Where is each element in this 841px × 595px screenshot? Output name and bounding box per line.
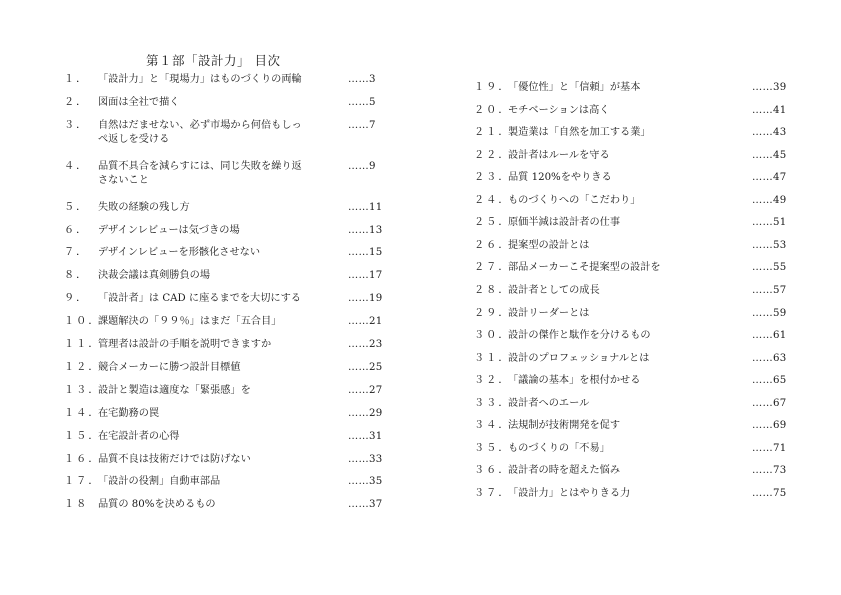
toc-entry-page: ……67: [752, 397, 787, 409]
toc-entry-number: ３３．: [474, 397, 511, 409]
toc-entry-number: １５．: [64, 430, 101, 442]
toc-entry-number: ２１．: [474, 127, 511, 139]
toc-entry-number: １６．: [64, 453, 101, 465]
toc-entry-title: [508, 194, 640, 208]
toc-entry-title-line: 在宅勤務の罠: [98, 407, 160, 419]
toc-entry-title: [508, 329, 651, 343]
toc-entry-page: ……47: [752, 172, 787, 184]
toc-entry-title-line: 自然はだませない、必ず市場から何倍もしっ: [98, 119, 302, 131]
toc-entry-page: ……39: [752, 82, 787, 93]
toc-entry-title: [98, 315, 281, 329]
toc-entry-page: ……23: [348, 339, 383, 350]
toc-entry-title: [508, 104, 609, 118]
toc-entry-page: ……19: [348, 293, 383, 305]
toc-entry-number: ５．: [64, 201, 89, 213]
toc-title: 第１部「設計力」 目次: [146, 53, 281, 68]
toc-entry-number: ９．: [64, 293, 89, 305]
toc-entry-title: [508, 216, 620, 230]
toc-entry-title-line: 品質の 80%を決めるもの: [98, 499, 216, 511]
toc-entry-page: ……53: [752, 239, 787, 251]
toc-entry-title: [98, 269, 210, 283]
toc-entry-page: ……61: [752, 330, 787, 342]
toc-entry-number: １．: [64, 74, 89, 85]
toc-entry-number: ３５．: [474, 442, 511, 454]
toc-entry-title-line: 「設計者」は CAD に座るまでを大切にする: [98, 293, 301, 305]
toc-entry-number: １２．: [64, 361, 101, 373]
toc-entry-title: [508, 171, 612, 185]
toc-entry-title: [508, 442, 610, 456]
toc-entry-page: ……41: [752, 104, 787, 116]
toc-entry-number: ３１．: [474, 352, 511, 364]
toc-entry-title: [98, 384, 251, 398]
toc-entry-title-line: ぺ返しを受ける: [98, 133, 170, 145]
toc-entry-page: ……9: [348, 160, 376, 172]
toc-entry-title-line: 課題解決の「９９％」はまだ「五合目」: [98, 316, 282, 328]
toc-entry-title-line: さないこと: [98, 174, 149, 186]
toc-entry-page: ……3: [348, 74, 376, 85]
toc-entry-title-line: 「議論の基本」を根付かせる: [508, 375, 641, 387]
toc-entry-title: [98, 201, 190, 215]
toc-entry-title: [508, 149, 610, 163]
toc-entry-page: ……69: [752, 420, 787, 432]
toc-entry-title: [508, 284, 600, 298]
toc-entry-page: ……73: [752, 465, 787, 477]
toc-entry-title-line: ものづくりの「不易」: [508, 442, 610, 454]
toc-entry-title: [508, 487, 630, 501]
toc-entry-title: [98, 292, 301, 306]
toc-entry-title: [508, 239, 590, 253]
toc-entry-title-line: 設計の傑作と駄作を分けるもの: [508, 330, 651, 342]
toc-entry-title-line: 品質 120%をやりきる: [508, 172, 612, 184]
toc-entry-title-line: 設計者へのエール: [508, 397, 590, 409]
toc-entry-number: １４．: [64, 407, 101, 419]
toc-entry-number: ２９．: [474, 307, 511, 319]
toc-entry-title: [98, 453, 251, 467]
toc-entry-page: ……7: [348, 119, 376, 131]
toc-entry-title: [98, 361, 240, 375]
toc-entry-title: [508, 126, 651, 140]
toc-entry-title: [98, 498, 216, 512]
toc-entry-page: ……55: [752, 262, 787, 274]
toc-entry-number: １１．: [64, 339, 101, 350]
toc-entry-page: ……31: [348, 430, 383, 442]
toc-entry-page: ……45: [752, 149, 787, 161]
toc-entry-number: ７．: [64, 247, 89, 259]
toc-entry-number: ２６．: [474, 239, 511, 251]
toc-entry-title: [508, 464, 620, 478]
toc-entry-title-line: 管理者は設計の手順を説明できますか: [98, 339, 272, 350]
toc-entry-page: ……21: [348, 316, 383, 328]
toc-entry-title-line: 決裁会議は真剣勝負の場: [98, 270, 211, 282]
toc-entry-title: [98, 96, 180, 110]
toc-entry-page: ……15: [348, 247, 383, 259]
toc-entry-page: ……17: [348, 270, 383, 282]
toc-entry-title-line: 設計者の時を超えた悩み: [508, 465, 621, 477]
toc-entry-title: [508, 261, 661, 275]
toc-entry-number: ２８．: [474, 284, 511, 296]
toc-entry-title-line: 図面は全社で描く: [98, 96, 180, 108]
toc-entry-number: １７．: [64, 476, 101, 488]
toc-entry-title: [508, 374, 640, 388]
toc-entry-page: ……25: [348, 361, 383, 373]
toc-entry-page: ……65: [752, 375, 787, 387]
toc-entry-title-line: 「設計力」とはやりきる力: [508, 487, 631, 499]
toc-entry-title-line: 設計と製造は適度な「緊張感」を: [98, 384, 251, 396]
toc-entry-number: ３４．: [474, 420, 511, 432]
toc-entry-title: [98, 246, 260, 260]
toc-entry-title: [508, 307, 590, 321]
toc-entry-number: １０．: [64, 316, 101, 328]
toc-entry-number: １９．: [474, 82, 511, 93]
toc-entry-title-line: デザインレビューを形骸化させない: [98, 247, 261, 259]
toc-entry-title: [98, 160, 302, 188]
toc-entry-title-line: 設計リーダーとは: [508, 307, 590, 319]
toc-entry-number: ２２．: [474, 149, 511, 161]
toc-entry-title-line: 品質不良は技術だけでは防げない: [98, 453, 251, 465]
toc-entry-page: ……5: [348, 96, 376, 108]
toc-entry-page: ……35: [348, 476, 383, 488]
toc-entry-page: ……11: [348, 201, 383, 213]
toc-entry-number: ４．: [64, 160, 89, 172]
toc-entry-number: ３．: [64, 119, 89, 131]
toc-entry-page: ……43: [752, 127, 787, 139]
toc-entry-title-line: 提案型の設計とは: [508, 239, 590, 251]
toc-entry-title: [98, 338, 271, 352]
toc-entry-number: ２３．: [474, 172, 511, 184]
toc-entry-page: ……37: [348, 499, 383, 511]
toc-entry-page: ……13: [348, 224, 383, 236]
toc-entry-title-line: 失敗の経験の残し方: [98, 201, 190, 213]
toc-entry-number: ８．: [64, 270, 89, 282]
toc-entry-number: １３．: [64, 384, 101, 396]
toc-entry-page: ……75: [752, 487, 787, 499]
toc-entry-title-line: 品質不具合を減らすには、同じ失敗を繰り返: [98, 160, 302, 172]
toc-entry-title-line: 「設計力」と「現場力」はものづくりの両輪: [98, 74, 302, 85]
toc-entry-title-line: 競合メーカーに勝つ設計目標値: [98, 361, 241, 373]
toc-entry-page: ……51: [752, 217, 787, 229]
toc-entry-title-line: 設計のプロフェッショナルとは: [508, 352, 650, 364]
toc-entry-title-line: 在宅設計者の心得: [98, 430, 180, 442]
toc-entry-title: [98, 407, 159, 421]
toc-entry-title-line: 法規制が技術開発を促す: [508, 420, 621, 432]
toc-entry-title: [98, 119, 302, 147]
toc-entry-title-line: 「設計の役割」自動車部品: [98, 476, 221, 488]
toc-entry-page: ……33: [348, 453, 383, 465]
toc-entry-title: [508, 352, 649, 366]
toc-entry-number: ２４．: [474, 194, 511, 206]
toc-entry-title: [508, 419, 620, 433]
toc-entry-title: [98, 73, 302, 87]
toc-entry-number: ３７．: [474, 487, 511, 499]
toc-entry-number: ３６．: [474, 465, 511, 477]
toc-entry-page: ……27: [348, 384, 383, 396]
toc-entry-title: [98, 430, 180, 444]
toc-entry-page: ……49: [752, 194, 787, 206]
toc-entry-title: [508, 397, 589, 411]
toc-entry-number: ３０．: [474, 330, 511, 342]
toc-entry-number: ２５．: [474, 217, 511, 229]
toc-entry-title-line: 「優位性」と「信頼」が基本: [508, 82, 641, 93]
toc-entry-page: ……63: [752, 352, 787, 364]
toc-entry-number: ２７．: [474, 262, 511, 274]
toc-entry-title-line: 原価半減は設計者の仕事: [508, 217, 621, 229]
toc-entry-title: [508, 81, 640, 95]
toc-entry-title-line: 製造業は「自然を加工する業」: [508, 127, 651, 139]
toc-entry-title-line: デザインレビューは気づきの場: [98, 224, 240, 236]
toc-entry-page: ……59: [752, 307, 787, 319]
toc-entry-page: ……29: [348, 407, 383, 419]
toc-entry-number: ６．: [64, 224, 89, 236]
toc-entry-number: ３２．: [474, 375, 511, 387]
toc-entry-title-line: ものづくりへの「こだわり」: [508, 194, 641, 206]
toc-entry-title-line: モチベーションは高く: [508, 104, 610, 116]
toc-entry-number: ２０．: [474, 104, 511, 116]
toc-entry-title: [98, 224, 240, 238]
toc-entry-number: ２．: [64, 96, 89, 108]
toc-entry-title-line: 設計者としての成長: [508, 284, 600, 296]
toc-entry-title-line: 設計者はルールを守る: [508, 149, 610, 161]
toc-entry-page: ……57: [752, 284, 787, 296]
toc-entry-page: ……71: [752, 442, 787, 454]
toc-entry-title-line: 部品メーカーこそ提案型の設計を: [508, 262, 661, 274]
toc-entry-title: [98, 475, 220, 489]
toc-entry-number: １８: [64, 499, 89, 511]
